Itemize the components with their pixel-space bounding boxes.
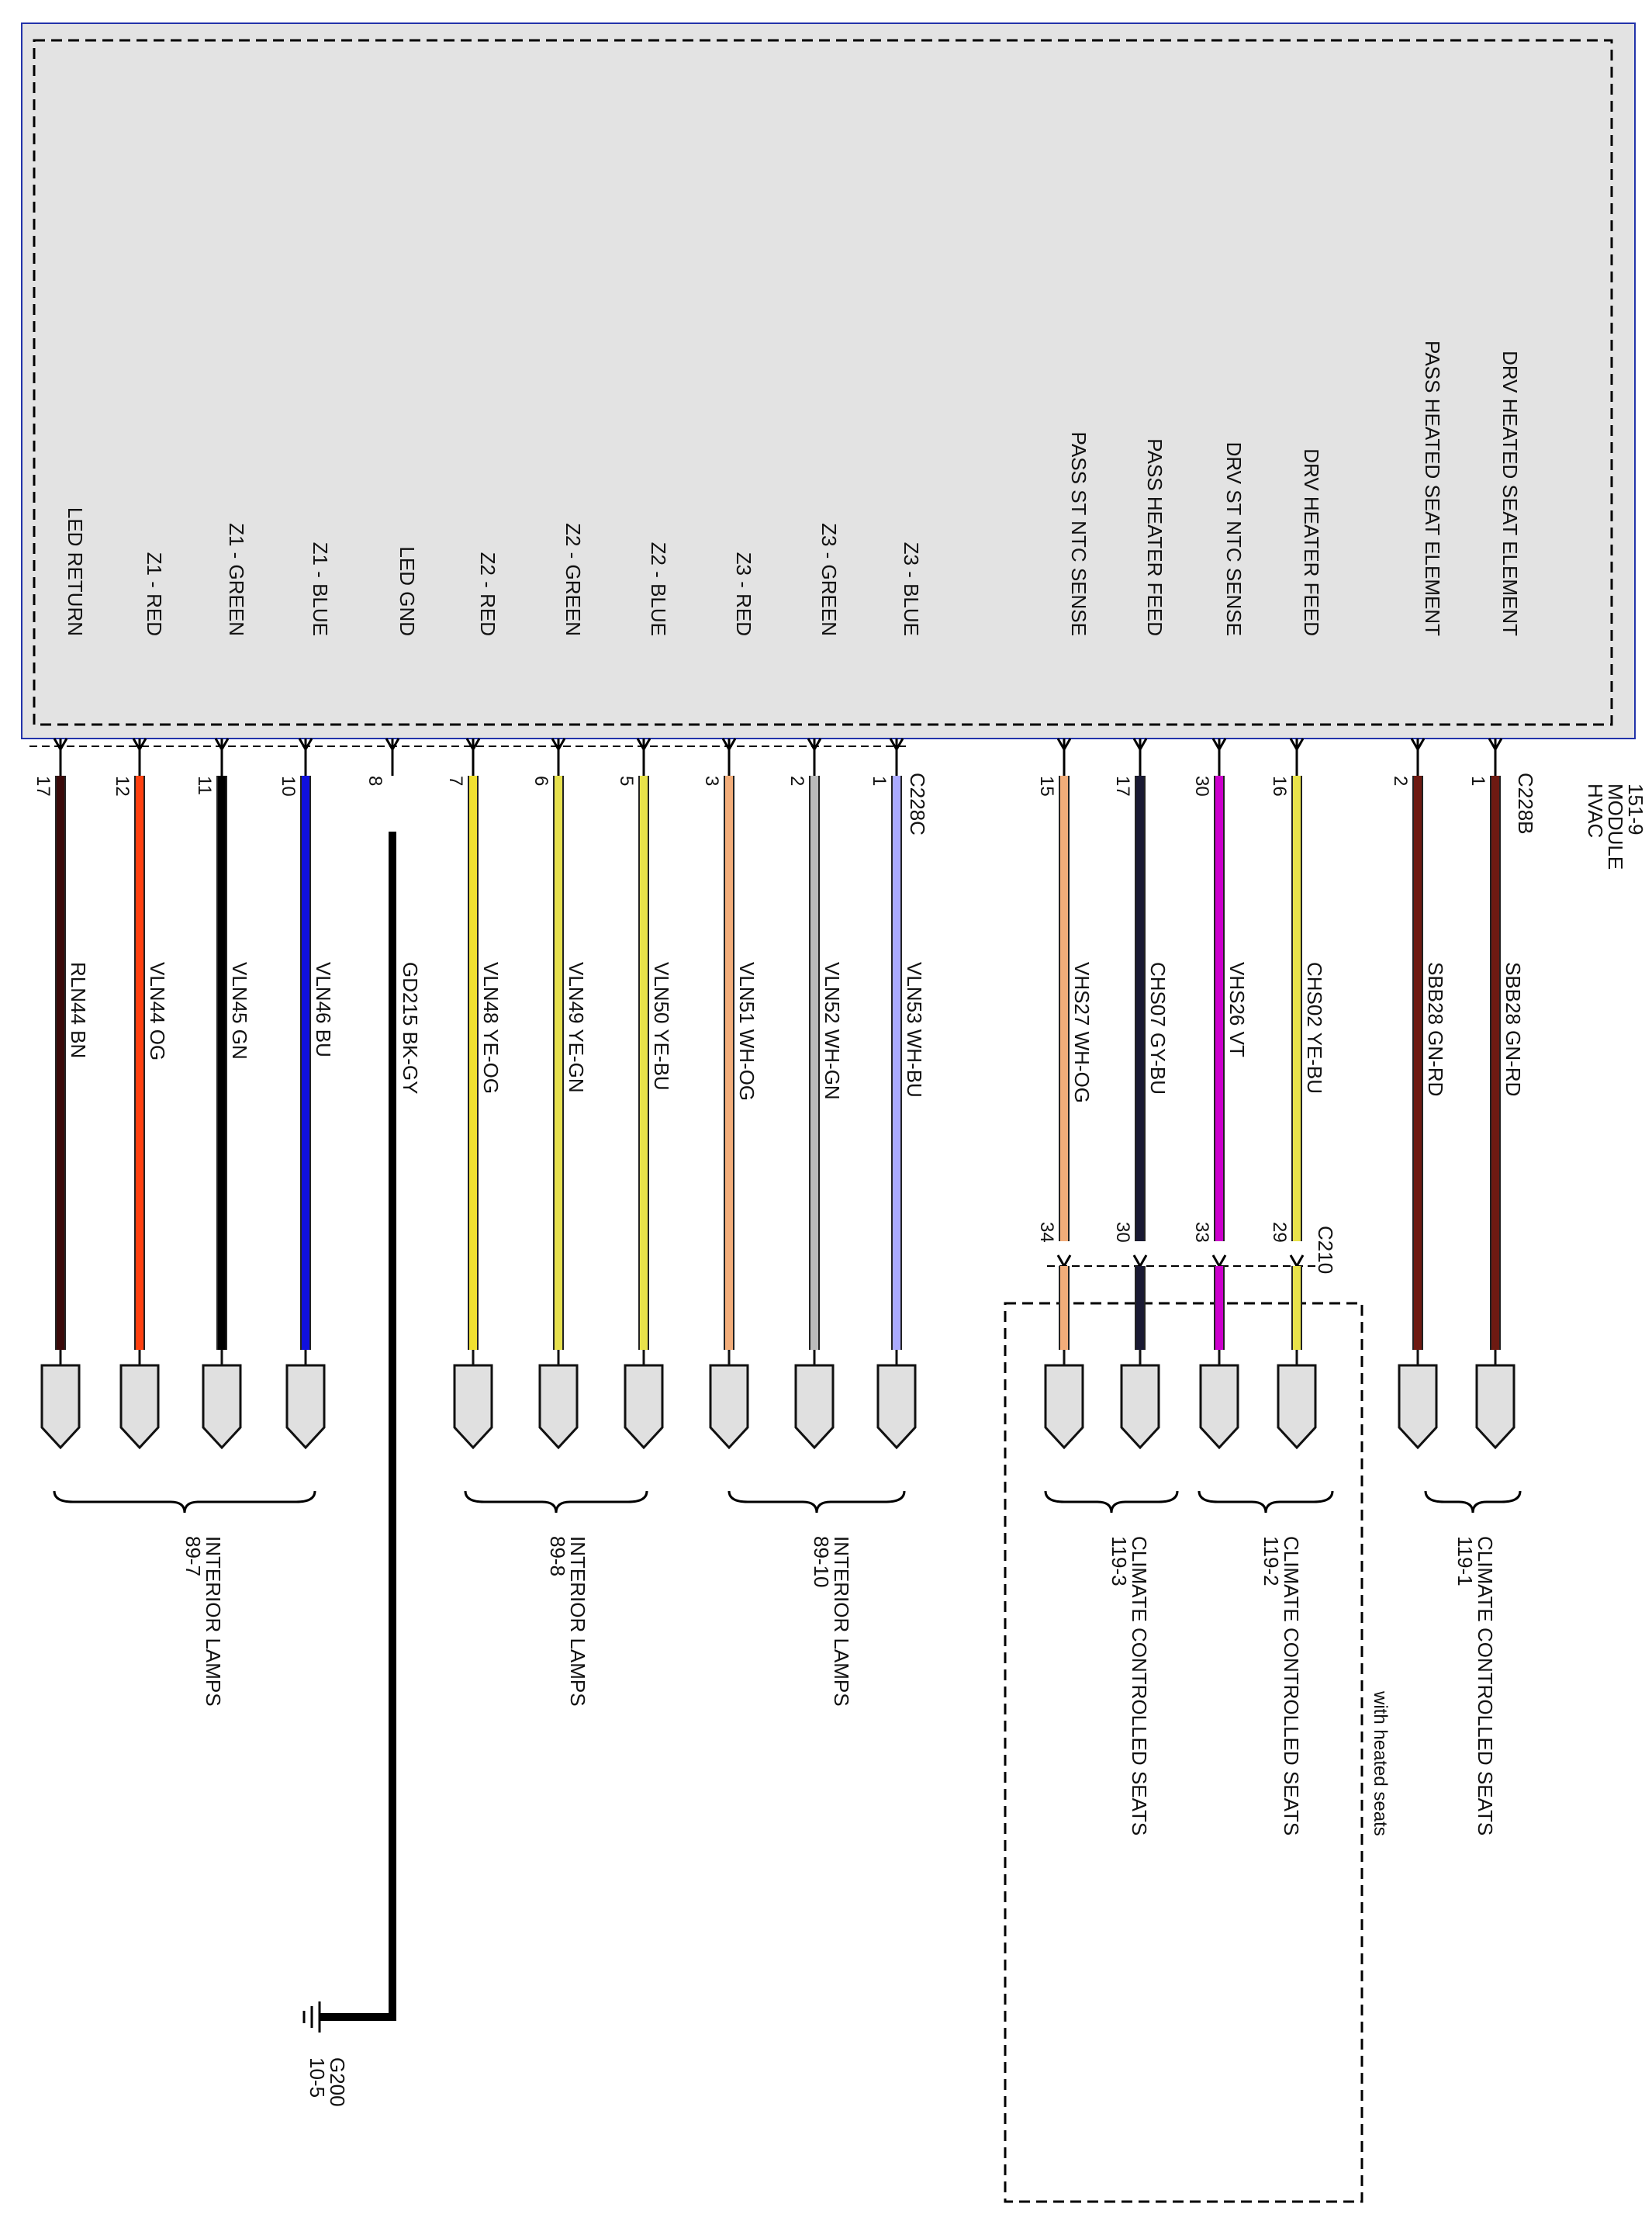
signal-label: LED GND bbox=[396, 546, 419, 636]
wire-label: VLN49 YE-GN bbox=[565, 962, 588, 1093]
pin-arrow bbox=[467, 739, 479, 776]
wire-label: CHS02 YE-BU bbox=[1303, 962, 1326, 1095]
wire-label: VLN50 YE-BU bbox=[650, 962, 673, 1091]
pin-arrow bbox=[386, 739, 399, 776]
terminal-shape bbox=[1045, 1365, 1083, 1448]
pin-number: 7 bbox=[445, 776, 466, 787]
group-brace bbox=[465, 1491, 647, 1513]
pin-arrow bbox=[299, 739, 312, 776]
terminal-shape bbox=[710, 1365, 748, 1448]
wire-label: VLN51 WH-OG bbox=[735, 962, 759, 1102]
c210-pin-number: 29 bbox=[1269, 1222, 1290, 1243]
pin-arrow bbox=[1412, 739, 1424, 776]
pin-number: 8 bbox=[365, 776, 385, 787]
wire-label: VLN48 YE-OG bbox=[479, 962, 503, 1095]
destination-89-7 bbox=[181, 1536, 225, 1707]
pin-arrow bbox=[54, 739, 67, 776]
ground-ref: 10-5 bbox=[306, 2057, 329, 2098]
pin-number: 17 bbox=[1112, 776, 1133, 797]
destination-name: CLIMATE CONTROLLED SEATS bbox=[1280, 1536, 1303, 1836]
terminal-shape bbox=[1477, 1365, 1514, 1448]
pin-number: 1 bbox=[1467, 776, 1488, 787]
pin-number: 6 bbox=[531, 776, 551, 787]
signal-label: PASS ST NTC SENSE bbox=[1067, 431, 1090, 636]
signal-label: DRV HEATED SEAT ELEMENT bbox=[1498, 351, 1522, 636]
pin-arrow bbox=[1489, 739, 1502, 776]
pin-arrow bbox=[552, 739, 565, 776]
wire-label: VLN52 WH-GN bbox=[821, 962, 844, 1100]
c210-pin-arrow bbox=[1134, 1255, 1146, 1266]
pin-arrow bbox=[1058, 739, 1070, 776]
terminal-shape bbox=[796, 1365, 833, 1448]
destination-119-2 bbox=[1260, 1536, 1303, 1835]
terminal-shape bbox=[454, 1365, 492, 1448]
wire-label: VHS26 VT bbox=[1225, 962, 1249, 1057]
wire-label: VLN45 GN bbox=[228, 962, 251, 1060]
module-ref: 151-9 bbox=[1624, 784, 1647, 836]
destination-ref: 89-10 bbox=[810, 1536, 833, 1588]
signal-label: PASS HEATED SEAT ELEMENT bbox=[1421, 341, 1444, 636]
module-title bbox=[1584, 784, 1647, 870]
destination-89-10 bbox=[810, 1536, 853, 1707]
signal-label: Z2 - BLUE bbox=[647, 541, 670, 636]
terminal-shape bbox=[121, 1365, 158, 1448]
pin-arrow bbox=[216, 739, 228, 776]
pin-arrow bbox=[1213, 739, 1225, 776]
wire-label: VLN46 BU bbox=[312, 962, 335, 1057]
terminal-shape bbox=[540, 1365, 577, 1448]
pin-arrow bbox=[808, 739, 821, 776]
destination-119-1 bbox=[1453, 1536, 1497, 1835]
terminal-shape bbox=[1278, 1365, 1315, 1448]
pin-arrow bbox=[723, 739, 735, 776]
pin-arrow bbox=[1134, 739, 1146, 776]
c210-pin-number: 30 bbox=[1112, 1222, 1133, 1243]
connector-c228b-label: C228B bbox=[1514, 773, 1537, 835]
module-name-2: MODULE bbox=[1604, 784, 1627, 870]
pin-number: 11 bbox=[194, 776, 215, 795]
group-brace bbox=[729, 1491, 904, 1513]
signal-label: LED RETURN bbox=[64, 507, 87, 636]
pin-number: 15 bbox=[1036, 776, 1057, 797]
c210-pin-arrow bbox=[1213, 1255, 1225, 1266]
terminal-shape bbox=[1399, 1365, 1436, 1448]
group-brace bbox=[1426, 1491, 1520, 1513]
terminal-shape bbox=[287, 1365, 324, 1448]
pin-number: 1 bbox=[869, 776, 890, 787]
pin-number: 2 bbox=[786, 776, 807, 787]
destination-name: INTERIOR LAMPS bbox=[830, 1536, 853, 1707]
destination-89-8 bbox=[546, 1536, 589, 1707]
destination-119-3 bbox=[1108, 1536, 1151, 1835]
pin-number: 30 bbox=[1191, 776, 1212, 797]
pin-number: 3 bbox=[701, 776, 722, 787]
destination-ref: 119-2 bbox=[1260, 1536, 1283, 1586]
pin-arrow bbox=[133, 739, 146, 776]
signal-label: Z2 - GREEN bbox=[562, 523, 585, 636]
terminal-shape bbox=[1121, 1365, 1159, 1448]
signal-label: Z2 - RED bbox=[476, 552, 499, 636]
ground-name: G200 bbox=[326, 2057, 349, 2107]
module-name: HVAC bbox=[1584, 784, 1607, 839]
wire-label: CHS07 GY-BU bbox=[1146, 962, 1170, 1095]
terminal-shape bbox=[878, 1365, 915, 1448]
signal-label: DRV HEATER FEED bbox=[1300, 448, 1323, 636]
signal-label: Z3 - BLUE bbox=[900, 541, 923, 636]
signal-label: PASS HEATER FEED bbox=[1143, 438, 1166, 636]
terminal-shape bbox=[625, 1365, 662, 1448]
signal-label: Z3 - RED bbox=[732, 552, 755, 636]
signal-label: Z1 - BLUE bbox=[309, 541, 332, 636]
signal-label: Z1 - RED bbox=[143, 552, 166, 636]
group-brace bbox=[1199, 1491, 1332, 1513]
destination-ref: 119-1 bbox=[1453, 1536, 1477, 1586]
destination-name: CLIMATE CONTROLLED SEATS bbox=[1474, 1536, 1497, 1836]
destination-name: INTERIOR LAMPS bbox=[202, 1536, 225, 1707]
connector-c210-label: C210 bbox=[1314, 1226, 1337, 1275]
pin-number: 17 bbox=[33, 776, 54, 797]
wire-label: GD215 BK-GY bbox=[399, 962, 422, 1095]
terminal-shape bbox=[203, 1365, 240, 1448]
destination-name: CLIMATE CONTROLLED SEATS bbox=[1128, 1536, 1151, 1836]
pin-number: 12 bbox=[112, 776, 133, 797]
signal-label: DRV ST NTC SENSE bbox=[1222, 441, 1246, 636]
pin-number: 5 bbox=[616, 776, 637, 787]
wire-label: RLN44 BN bbox=[67, 962, 90, 1059]
c210-pin-arrow bbox=[1058, 1255, 1070, 1266]
destination-name: INTERIOR LAMPS bbox=[566, 1536, 589, 1707]
option-note: with heated seats bbox=[1370, 1691, 1391, 1836]
pin-arrow bbox=[638, 739, 650, 776]
wire-label: SBB28 GN-RD bbox=[1502, 962, 1525, 1097]
pin-arrow bbox=[1291, 739, 1303, 776]
pin-number: 2 bbox=[1390, 776, 1411, 787]
wire-label: VLN44 OG bbox=[146, 962, 169, 1061]
destination-ref: 89-8 bbox=[546, 1536, 569, 1577]
c210-pin-number: 33 bbox=[1191, 1222, 1212, 1243]
pin-number: 16 bbox=[1269, 776, 1290, 797]
group-brace bbox=[1045, 1491, 1177, 1513]
terminal-shape bbox=[1201, 1365, 1238, 1448]
pin-number: 10 bbox=[278, 776, 299, 797]
terminal-shape bbox=[42, 1365, 79, 1448]
c210-pin-arrow bbox=[1291, 1255, 1303, 1266]
connector-c228c-label: C228C bbox=[906, 773, 929, 836]
destination-ref: 119-3 bbox=[1108, 1536, 1131, 1586]
wire-label: VHS27 WH-OG bbox=[1070, 962, 1094, 1104]
signal-label: Z3 - GREEN bbox=[817, 523, 841, 636]
wire-label: SBB28 GN-RD bbox=[1424, 962, 1447, 1097]
pin-arrow bbox=[890, 739, 903, 776]
destination-ref: 89-7 bbox=[181, 1536, 205, 1577]
wire-label: VLN53 WH-BU bbox=[903, 962, 926, 1098]
group-brace bbox=[54, 1491, 315, 1513]
c210-pin-number: 34 bbox=[1036, 1222, 1057, 1243]
signal-label: Z1 - GREEN bbox=[225, 523, 248, 636]
